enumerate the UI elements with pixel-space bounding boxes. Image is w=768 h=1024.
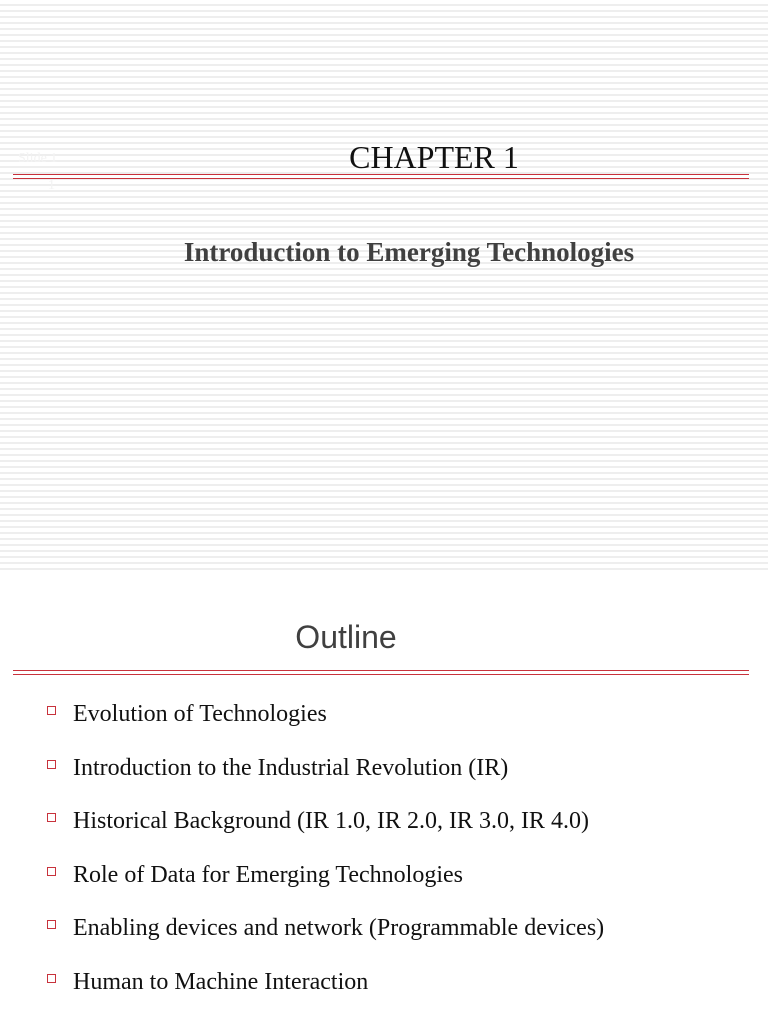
chapter-subtitle: Introduction to Emerging Technologies	[183, 237, 635, 267]
list-item-text: Introduction to the Industrial Revolution (IR)	[73, 754, 509, 781]
list-item-text: Evolution of Technologies	[73, 701, 327, 727]
chapter-title: CHAPTER 1	[349, 139, 519, 175]
list-item	[0, 805, 768, 859]
list-item-text: Human to Machine Interaction	[73, 968, 369, 995]
hollow-square-bullet-icon	[47, 813, 56, 822]
list-item	[0, 912, 768, 966]
list-item-text: Historical Background (IR 1.0, IR 2.0, IR 3.0, IR 4.0)	[73, 808, 589, 835]
list-item	[0, 698, 768, 752]
hollow-square-bullet-icon	[47, 706, 56, 715]
list-item-text: Role of Data for Emerging Technologies	[73, 861, 463, 888]
outline-list	[0, 698, 768, 1020]
slide-watermark-label: Slide 1	[18, 151, 58, 166]
title-divider-rule	[13, 174, 749, 179]
hollow-square-bullet-icon	[47, 920, 56, 929]
slide-watermark-number: 1	[48, 178, 55, 193]
list-item	[0, 859, 768, 913]
outline-title: Outline	[295, 619, 397, 655]
hollow-square-bullet-icon	[47, 867, 56, 876]
hollow-square-bullet-icon	[47, 974, 56, 983]
hollow-square-bullet-icon	[47, 760, 56, 769]
list-item	[0, 752, 768, 806]
list-item-text: Enabling devices and network (Programmable devices)	[73, 915, 605, 942]
list-item	[0, 966, 768, 1020]
outline-divider-rule	[13, 670, 749, 675]
